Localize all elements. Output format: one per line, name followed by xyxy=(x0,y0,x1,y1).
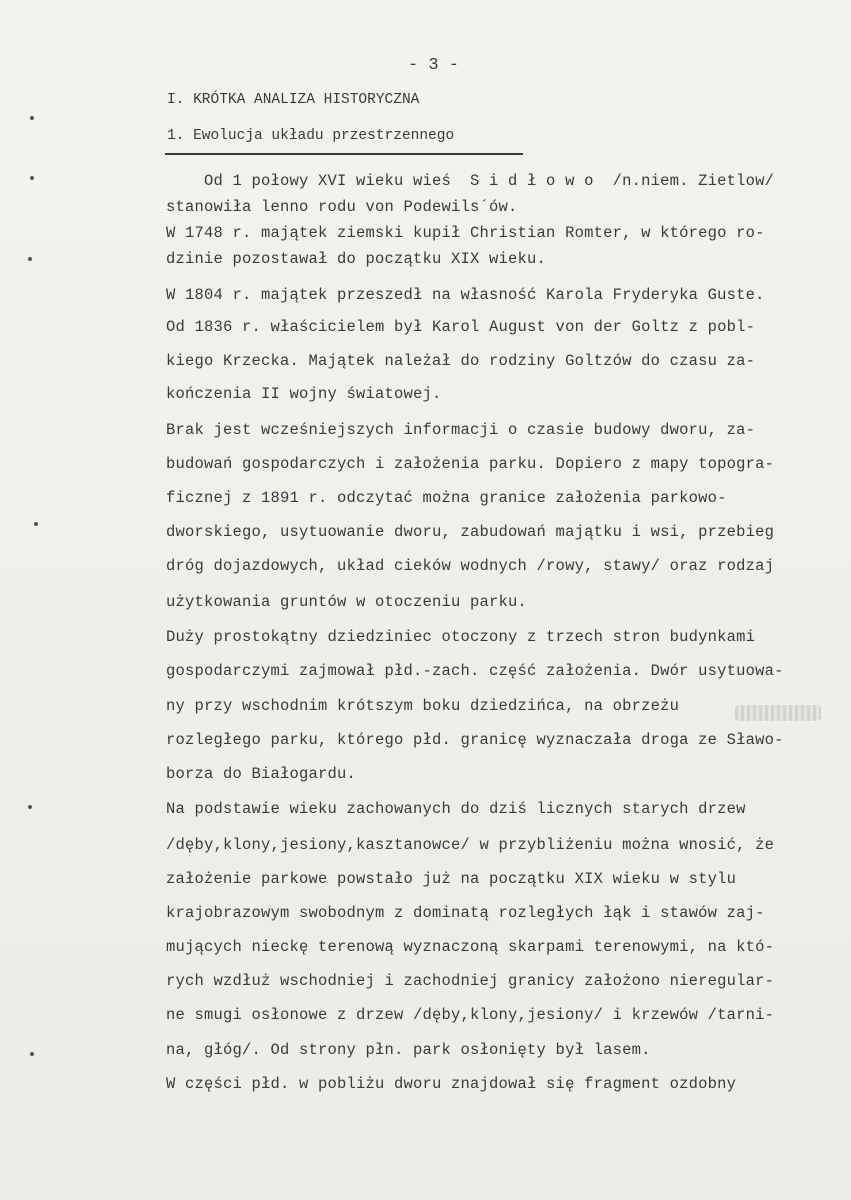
body-line: gospodarczymi zajmował płd.-zach. część założenia. Dwór usytuowa- xyxy=(166,662,784,680)
body-line: ny przy wschodnim krótszym boku dziedzińca, na obrzeżu xyxy=(166,697,680,715)
body-line: W 1804 r. majątek przeszedł na własność Karola Fryderyka Guste. xyxy=(166,286,765,304)
section-heading: I. KRÓTKA ANALIZA HISTORYCZNA xyxy=(167,92,420,108)
margin-dot xyxy=(34,522,38,526)
body-line: rozległego parku, którego płd. granicę wyznaczała droga ze Sławo- xyxy=(166,731,784,749)
margin-dot xyxy=(30,116,34,120)
margin-dot xyxy=(28,257,32,261)
body-line: użytkowania gruntów w otoczeniu parku. xyxy=(166,593,528,611)
subsection-heading: 1. Ewolucja układu przestrzennego xyxy=(167,128,455,144)
body-line: kiego Krzecka. Majątek należał do rodziny Goltzów do czasu za- xyxy=(166,352,756,370)
body-line: Duży prostokątny dziedziniec otoczony z trzech stron budynkami xyxy=(166,628,756,646)
ink-smudge xyxy=(735,705,821,721)
margin-dot xyxy=(30,176,34,180)
body-line: rych wzdłuż wschodniej i zachodniej granicy założono nieregular- xyxy=(166,972,775,990)
body-line: stanowiła lenno rodu von Podewils´ów. xyxy=(166,198,518,216)
body-line: założenie parkowe powstało już na początku XIX wieku w stylu xyxy=(166,870,737,888)
body-line: krajobrazowym swobodnym z dominatą rozległych łąk i stawów zaj- xyxy=(166,904,765,922)
body-line: W części płd. w pobliżu dworu znajdował się fragment ozdobny xyxy=(166,1075,737,1093)
body-line: Od 1 połowy XVI wieku wieś S i d ł o w o /n.niem. Zietlow/ xyxy=(166,172,775,190)
page-number: - 3 - xyxy=(408,56,460,75)
body-line: W 1748 r. majątek ziemski kupił Christian Romter, w którego ro- xyxy=(166,224,765,242)
body-line: mujących nieckę terenową wyznaczoną skarpami terenowymi, na któ- xyxy=(166,938,775,956)
body-line: ficznej z 1891 r. odczytać można granice założenia parkowo- xyxy=(166,489,727,507)
heading-underline xyxy=(165,153,523,155)
body-line: borza do Białogardu. xyxy=(166,765,357,783)
body-line: Od 1836 r. właścicielem był Karol August von der Goltz z pobl- xyxy=(166,318,756,336)
body-line: Na podstawie wieku zachowanych do dziś licznych starych drzew xyxy=(166,800,746,818)
body-line: Brak jest wcześniejszych informacji o czasie budowy dworu, za- xyxy=(166,421,756,439)
body-line: /dęby,klony,jesiony,kasztanowce/ w przybliżeniu można wnosić, że xyxy=(166,836,775,854)
body-line: kończenia II wojny światowej. xyxy=(166,385,442,403)
margin-dot xyxy=(28,805,32,809)
margin-dot xyxy=(30,1052,34,1056)
body-line: dróg dojazdowych, układ cieków wodnych /rowy, stawy/ oraz rodzaj xyxy=(166,557,775,575)
body-line: dzinie pozostawał do początku XIX wieku. xyxy=(166,250,547,268)
body-line: dworskiego, usytuowanie dworu, zabudowań majątku i wsi, przebieg xyxy=(166,523,775,541)
body-line: na, głóg/. Od strony płn. park osłonięty był lasem. xyxy=(166,1041,651,1059)
body-line: ne smugi osłonowe z drzew /dęby,klony,jesiony/ i krzewów /tarni- xyxy=(166,1006,775,1024)
body-line: budowań gospodarczych i założenia parku. Dopiero z mapy topogra- xyxy=(166,455,775,473)
